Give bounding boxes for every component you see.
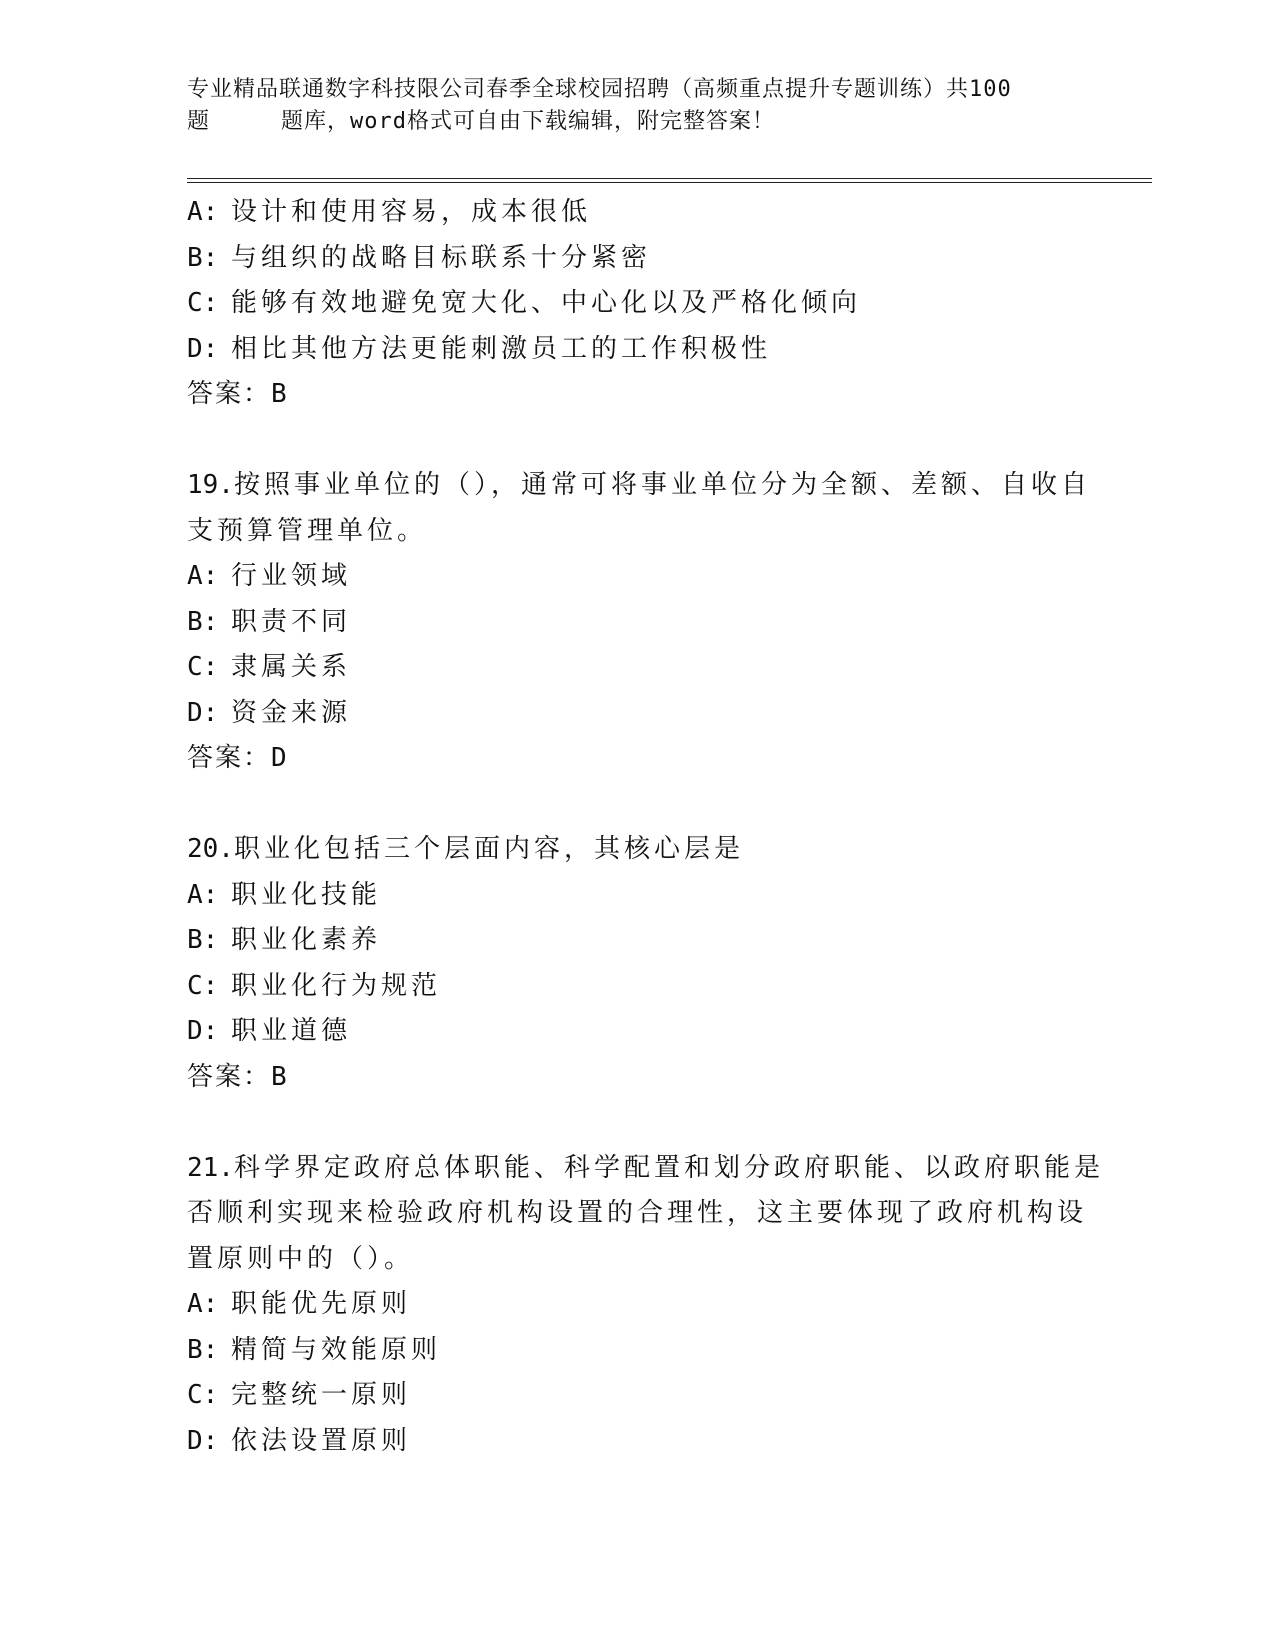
question-stem-line: 置原则中的（）。: [187, 1243, 415, 1274]
header-divider-bottom: [187, 182, 1152, 183]
answer-line: 答案：B: [187, 379, 289, 409]
option-key: B:: [187, 925, 219, 955]
question-stem-line: 否顺利实现来检验政府机构设置的合理性，这主要体现了政府机构设: [187, 1198, 1088, 1228]
option-text: 行业领域: [231, 561, 352, 591]
option-text: 职能优先原则: [231, 1289, 412, 1319]
option-text: 隶属关系: [231, 652, 352, 682]
option-c: [187, 645, 1087, 691]
question-stem-text: 按照事业单位的（），通常可将事业单位分为全额、差额、自收自: [233, 470, 1091, 500]
option-text: 资金来源: [231, 697, 352, 728]
option-a: [187, 190, 1087, 236]
option-key: C:: [187, 288, 219, 318]
option-key: C:: [187, 652, 219, 682]
option-key: B:: [187, 606, 219, 637]
question-spacer: [187, 1100, 1087, 1146]
option-d: [187, 1009, 1087, 1055]
option-key: D:: [187, 333, 219, 364]
option-text: 设计和使用容易，成本很低: [231, 197, 592, 227]
option-c: [187, 1373, 1087, 1419]
option-a: [187, 873, 1087, 919]
option-text: 能够有效地避免宽大化、中心化以及严格化倾向: [231, 288, 862, 318]
option-d: [187, 327, 1087, 373]
option-key: D:: [187, 1016, 219, 1046]
question-18: [187, 190, 1087, 418]
page-header: [187, 74, 1087, 138]
option-text: 职业化素养: [231, 925, 382, 955]
option-a: [187, 554, 1087, 600]
answer-line: 答案：B: [187, 1061, 289, 1092]
option-text: 精简与效能原则: [231, 1334, 442, 1365]
header-divider-top: [187, 178, 1152, 179]
question-19: [187, 463, 1091, 782]
question-stem-text: 职业化包括三个层面内容，其核心层是: [233, 834, 744, 864]
option-d: [187, 691, 1087, 737]
question-spacer: [187, 782, 1087, 828]
option-key: B:: [187, 242, 219, 273]
question-list: [187, 190, 1104, 1464]
header-line-2-right: 题库，word格式可自由下载编辑，附完整答案！: [281, 109, 775, 134]
option-b: [187, 1328, 1087, 1374]
option-b: [187, 600, 1087, 646]
option-a: [187, 1282, 1087, 1328]
header-line-1: 专业精品联通数字科技限公司春季全球校园招聘（高频重点提升专题训练）共100: [187, 77, 1012, 102]
question-stem-line: [187, 827, 1087, 873]
option-key: D:: [187, 697, 219, 728]
option-text: 职业化技能: [231, 879, 382, 910]
option-key: D:: [187, 1425, 219, 1456]
option-key: C:: [187, 1380, 219, 1410]
question-stem-line: 支预算管理单位。: [187, 515, 428, 546]
answer-line: 答案：D: [187, 743, 289, 773]
question-20: [187, 827, 1087, 1100]
option-key: A:: [187, 1289, 219, 1319]
question-number: 21.: [187, 1152, 234, 1183]
option-b: [187, 918, 1087, 964]
question-stem-line: [187, 1146, 1104, 1192]
option-c: [187, 281, 1087, 327]
option-key: B:: [187, 1334, 219, 1365]
question-21: [187, 1146, 1104, 1465]
question-spacer: [187, 418, 1087, 464]
option-key: A:: [187, 561, 219, 591]
option-key: A:: [187, 197, 219, 227]
option-text: 相比其他方法更能刺激员工的工作积极性: [231, 333, 772, 364]
option-text: 职责不同: [231, 606, 352, 637]
option-c: [187, 964, 1087, 1010]
option-text: 完整统一原则: [231, 1380, 412, 1410]
question-number: 20.: [187, 834, 234, 864]
header-line-2: [187, 106, 1087, 138]
question-number: 19.: [187, 470, 234, 500]
option-key: C:: [187, 970, 219, 1001]
option-text: 职业道德: [231, 1016, 352, 1046]
option-b: [187, 236, 1087, 282]
option-key: A:: [187, 879, 219, 910]
option-text: 职业化行为规范: [231, 970, 442, 1001]
option-text: 依法设置原则: [231, 1425, 412, 1456]
option-d: [187, 1419, 1087, 1465]
question-stem-line: [187, 463, 1091, 509]
question-stem-text: 科学界定政府总体职能、科学配置和划分政府职能、以政府职能是: [233, 1152, 1104, 1183]
header-line-2-left: 题: [187, 109, 211, 134]
option-text: 与组织的战略目标联系十分紧密: [231, 242, 652, 273]
